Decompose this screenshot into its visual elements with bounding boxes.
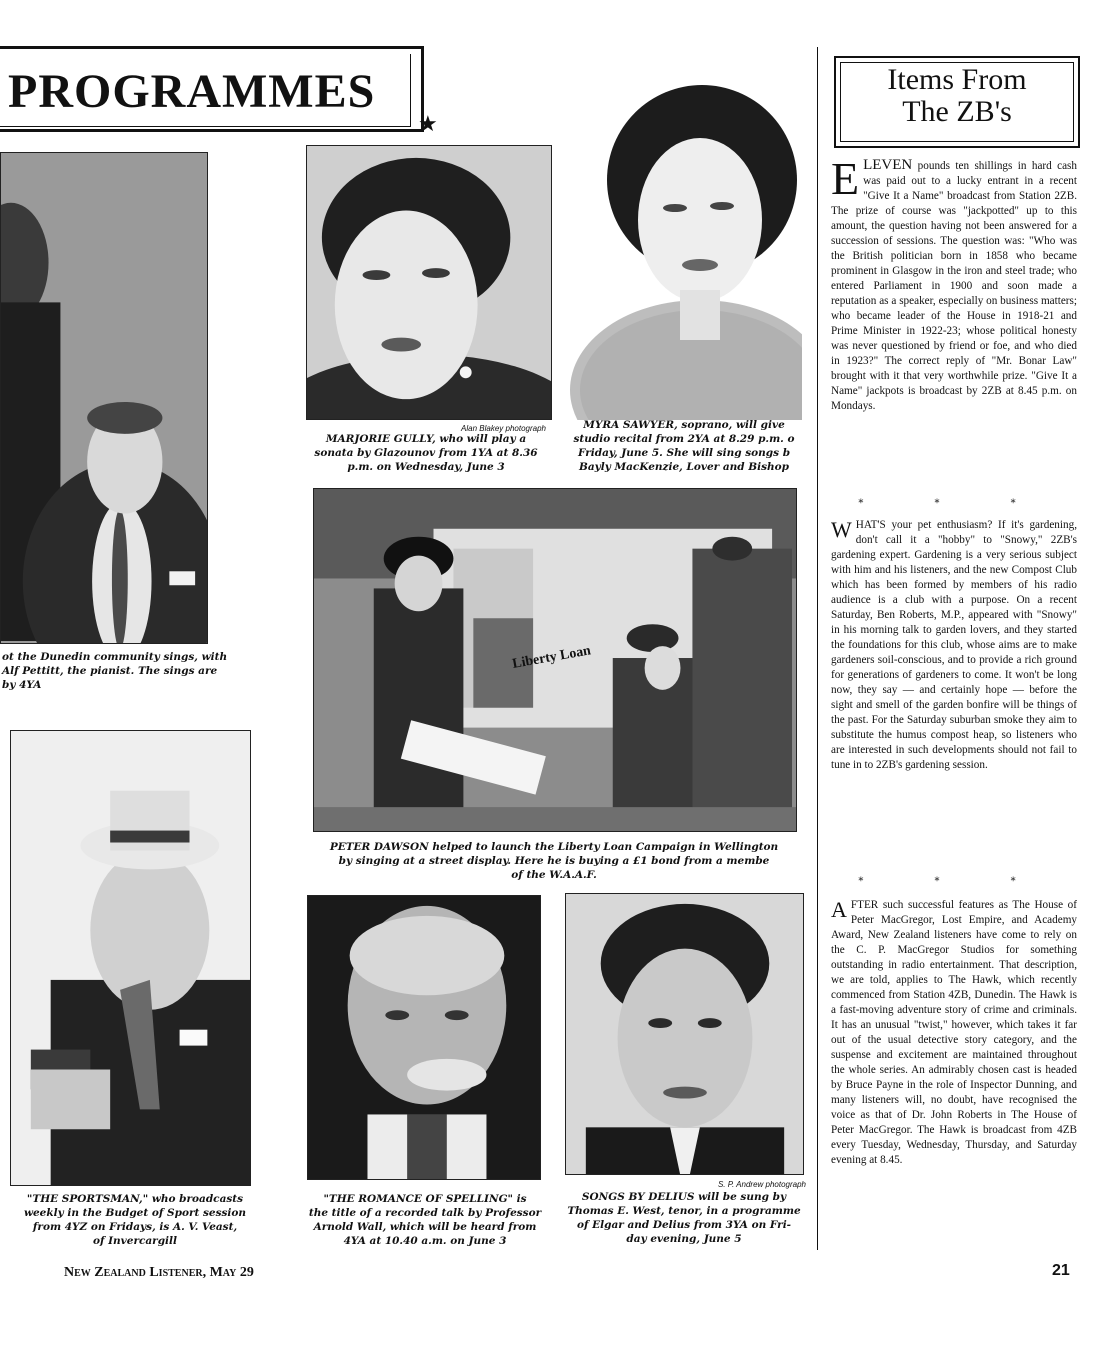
column-divider	[817, 47, 818, 1250]
page-number: 21	[1052, 1262, 1070, 1279]
sidebar-paragraph-3-text: FTER such successful features as The House of Peter MacGregor, Lost Empire, and Academy Award, New Zealand listeners have come to rely on the C. P. MacGregor Studios for something outstanding in radio entertainment. That description, we are told, applies to The Hawk, which recently commenced from Station 4ZB, Dunedin. The Hawk is a fast-moving adventure story of crime and criminals. It has an unusual "twist," however, which takes it far out of the usual detective story category, and the suspense and excitement are maintained throughout the whole series. An admirably chosen cast is headed by Bruce Payne in the role of Inspector Dunning, and many listeners will, no doubt, have recognised the voice as that of Dr. John Roberts in The House of Peter MacGregor. The Hawk is broadcast from 4ZB every Tuesday, Wednesday, Thursday, and Saturday evening at 8.45.	[831, 899, 1077, 1166]
lead-word: LEVEN	[863, 157, 913, 173]
dropcap-e: E	[831, 153, 860, 204]
dropcap-w: W	[831, 517, 852, 542]
dropcap-a: A	[831, 897, 847, 922]
credit-delius: S. P. Andrew photograph	[717, 1180, 806, 1189]
sidebar-title: Items From The ZB's	[887, 63, 1027, 128]
photo-dunedin-sings	[0, 152, 208, 644]
poster-text: Liberty Loan	[511, 643, 593, 672]
separator-1: * * *	[858, 498, 1050, 509]
photo-sportsman	[10, 730, 251, 1186]
page-title: PROGRAMMES	[8, 65, 376, 118]
credit-gully: Alan Blakey photograph	[461, 424, 546, 433]
sidebar-paragraph-1	[831, 153, 1078, 414]
photo-songs-delius	[565, 893, 804, 1175]
photo-marjorie-gully	[306, 145, 552, 420]
caption-songs-delius: SONGS BY DELIUS will be sung by Thomas E. West, tenor, in a programme of Elgar and Delius from 3YA on Fri- day evening, June 5	[567, 1191, 801, 1245]
caption-myra-sawyer: MYRA SAWYER, soprano, will give studio recital from 2YA at 8.29 p.m. o Friday, June 5. She will sing songs b Bayly MacKenzie, Lover and Bishop	[573, 419, 795, 473]
caption-dunedin-sings: ot the Dunedin community sings, with Alf Pettitt, the pianist. The sings are by 4YA	[2, 651, 228, 691]
photo-myra-sawyer	[560, 60, 802, 420]
sidebar-paragraph-3	[831, 898, 1077, 1168]
caption-marjorie-gully: MARJORIE GULLY, who will play a sonata by Glazounov from 1YA at 8.36 p.m. on Wednesday, June 3	[314, 433, 538, 473]
photo-peter-dawson	[313, 488, 797, 832]
sidebar-paragraph-2-text: HAT'S your pet enthusiasm? If it's gardening, don't call it a "hobby" to "Snowy," 2ZB's gardening expert. Gardening is a very serious subject with him and his listeners, and the new Compost Club which has been formed by members of his radio audience is a club with a purpose. On a recent Saturday, Ben Roberts, M.P., appeared with "Snowy" in his morning talk to garden lovers, and they started the foundations for this club, whose aims are to make gardeners soil-conscious, and to provide a rich ground for generations of gardeners to come. It won't be long now, they say — and certainly hope — before the sight and smell of the garden bonfire will be things of the past. For the Saturday suburban smoke they aim to substitute the humus compost heap, so listeners who are interested in such developments should not fail to tune in to 2ZB's gardening session.	[831, 519, 1077, 771]
photo-romance-spelling	[307, 895, 541, 1180]
sidebar-paragraph-2	[831, 518, 1077, 773]
caption-romance-spelling: "THE ROMANCE OF SPELLING" is the title of a recorded talk by Professor Arnold Wall, which will be heard from 4YA at 10.40 a.m. on June 3	[308, 1193, 542, 1247]
caption-sportsman: "THE SPORTSMAN," who broadcasts weekly in the Budget of Sport session from 4YZ on Fridays, is A. V. Veast, of Invercargill	[23, 1193, 247, 1247]
sidebar-paragraph-1-text: pounds ten shillings in hard cash was paid out to a lucky entrant in a recent "Give It a Name" broadcast from Station 2ZB. The prize of course was "jackpotted" up to this amount, the question having not been answered for a succession of sessions. The question was: "Who was the British politician born in 1858 who became prominent in Glasgow in the iron and steel trade; who entered Parliament in 1900 and soon made a reputation as a speaker, especially on business matters; who became leader of the House in 1918-21 and Prime Minister in 1922-23; whose political honesty was never questioned by friend or foe, and who died in 1923?" The correct reply of "Mr. Bonar Law" brought with it that very worthwhile prize. "Give It a Name" jackpots is broadcast by 2ZB at 8.45 p.m. on Mondays.	[831, 160, 1078, 412]
separator-2: * * *	[858, 876, 1050, 887]
star-ornament-icon: ★	[418, 112, 438, 137]
footer-publication: New Zealand Listener, May 29	[64, 1265, 254, 1280]
caption-peter-dawson: PETER DAWSON helped to launch the Liberty Loan Campaign in Wellington by singing at a street display. Here he is buying a £1 bond from a membe of the W.A.A.F.	[329, 841, 779, 881]
